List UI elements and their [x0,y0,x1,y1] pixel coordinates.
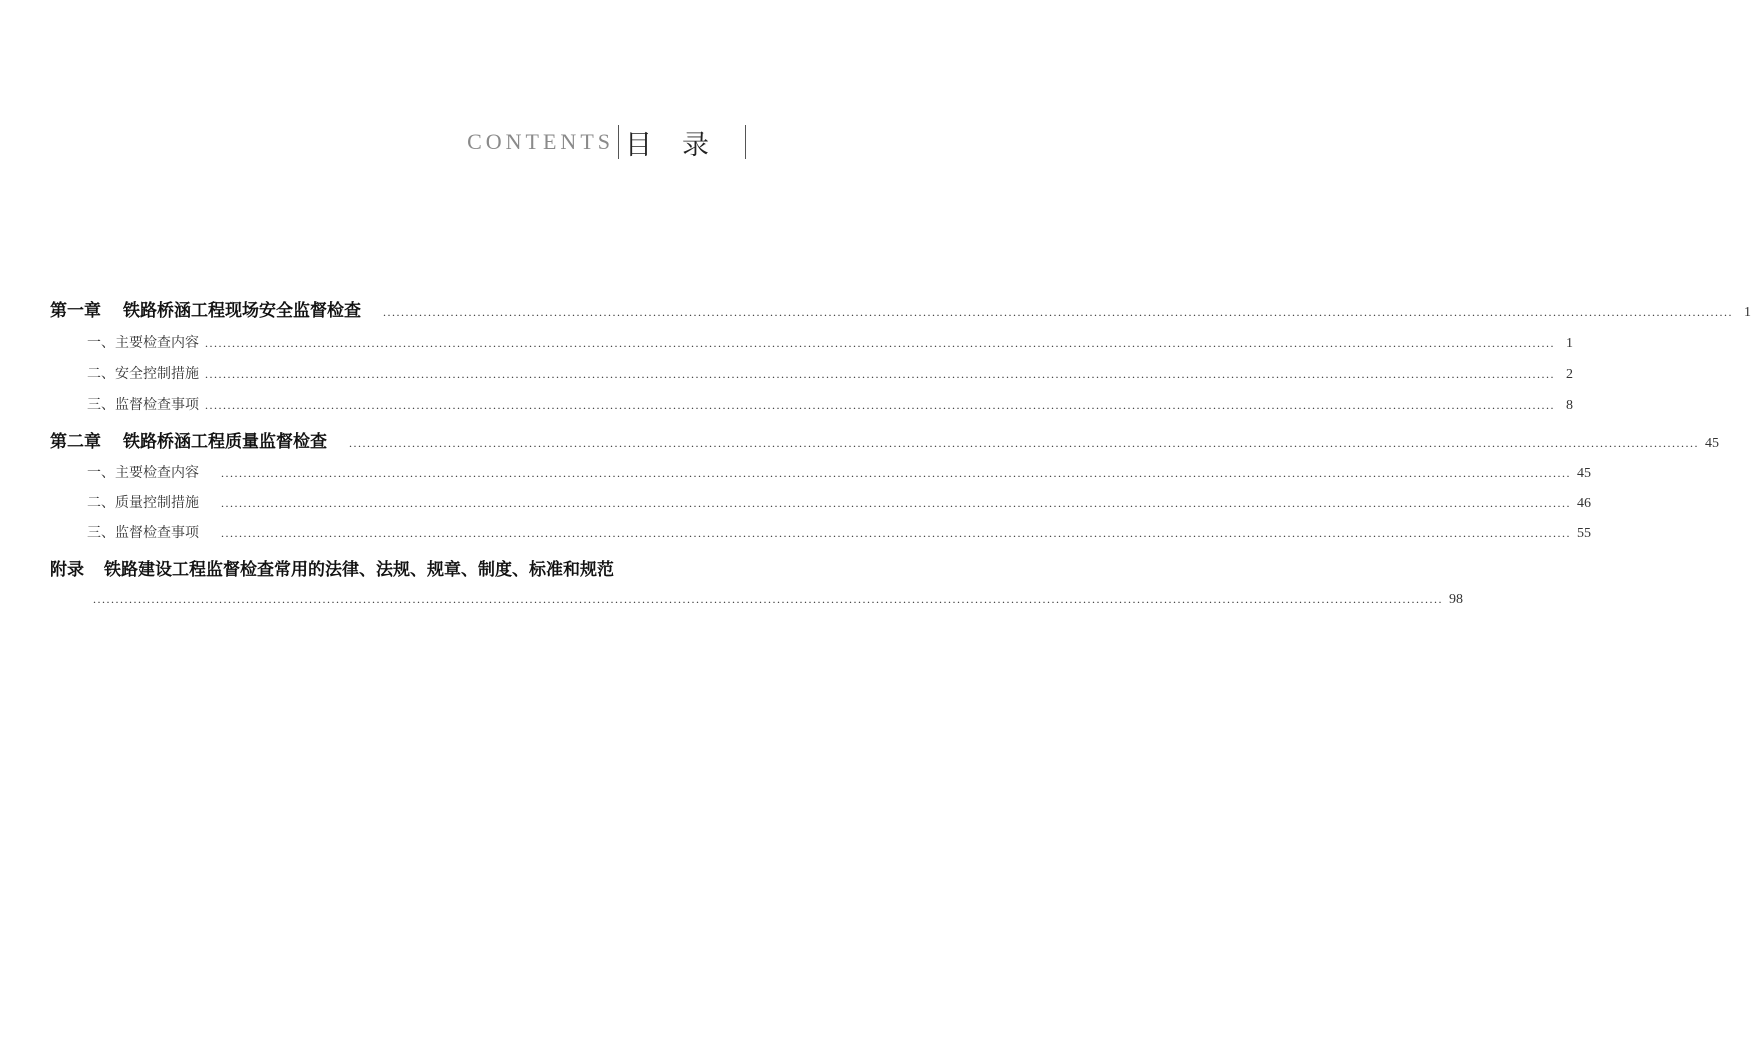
toc-page-number: 55 [1577,526,1591,541]
toc-section-label: 二、质量控制措施 [87,495,199,511]
contents-word: CONTENTS [467,129,614,154]
leader-dots: ............................................................................................................................................................................................................................................................................................................ [221,466,1571,480]
toc-page-number: 1 [1744,305,1751,320]
toc-appendix[interactable] [50,555,750,580]
mulu-heading [618,123,746,162]
toc-chapter-2[interactable] [50,427,1719,452]
toc-section-1-1[interactable] [87,332,1573,354]
toc-section-label: 三、监督检查事项 [87,397,199,413]
toc-page-number: 45 [1705,436,1719,451]
toc-section-label: 三、监督检查事项 [87,525,199,541]
toc-chapter-1[interactable] [50,296,1751,321]
toc-section-2-1[interactable] [87,462,1591,484]
toc-section-2-2[interactable] [87,492,1591,514]
divider-right [745,125,746,159]
leader-dots: ............................................................................................................................................................................................................................................................................................................ [205,367,1555,381]
toc-page-number: 8 [1566,398,1573,413]
toc-page-number: 98 [1449,592,1463,607]
leader-dots: ............................................................................................................................................................................................................................................................................................................ [205,336,1555,350]
toc-page-number: 2 [1566,367,1573,382]
toc-section-label: 一、主要检查内容 [87,335,199,351]
mulu-title: 目录 [625,129,739,161]
leader-dots: ............................................................................................................................................................................................................................................................................................................ [383,305,1733,319]
toc-page-number: 45 [1577,466,1591,481]
contents-header [467,122,746,162]
leader-dots: ............................................................................................................................................................................................................................................................................................................ [93,592,1443,606]
toc-appendix-label: 附录 铁路建设工程监督检查常用的法律、法规、规章、制度、标准和规范 [50,560,614,580]
toc-section-1-2[interactable] [87,363,1573,385]
toc-page-number: 46 [1577,496,1591,511]
leader-dots: ............................................................................................................................................................................................................................................................................................................ [349,436,1699,450]
toc-appendix-leader-line[interactable] [93,592,1463,614]
toc-section-2-3[interactable] [87,522,1591,544]
leader-dots: ............................................................................................................................................................................................................................................................................................................ [205,398,1555,412]
leader-dots: ............................................................................................................................................................................................................................................................................................................ [221,526,1571,540]
leader-dots: ............................................................................................................................................................................................................................................................................................................ [221,496,1571,510]
toc-section-label: 二、安全控制措施 [87,366,199,382]
toc-section-1-3[interactable] [87,394,1573,416]
toc-chapter-label: 第一章 铁路桥涵工程现场安全监督检查 [50,301,361,321]
toc-chapter-label: 第二章 铁路桥涵工程质量监督检查 [50,432,327,452]
toc-page-number: 1 [1566,336,1573,351]
toc-section-label: 一、主要检查内容 [87,465,199,481]
